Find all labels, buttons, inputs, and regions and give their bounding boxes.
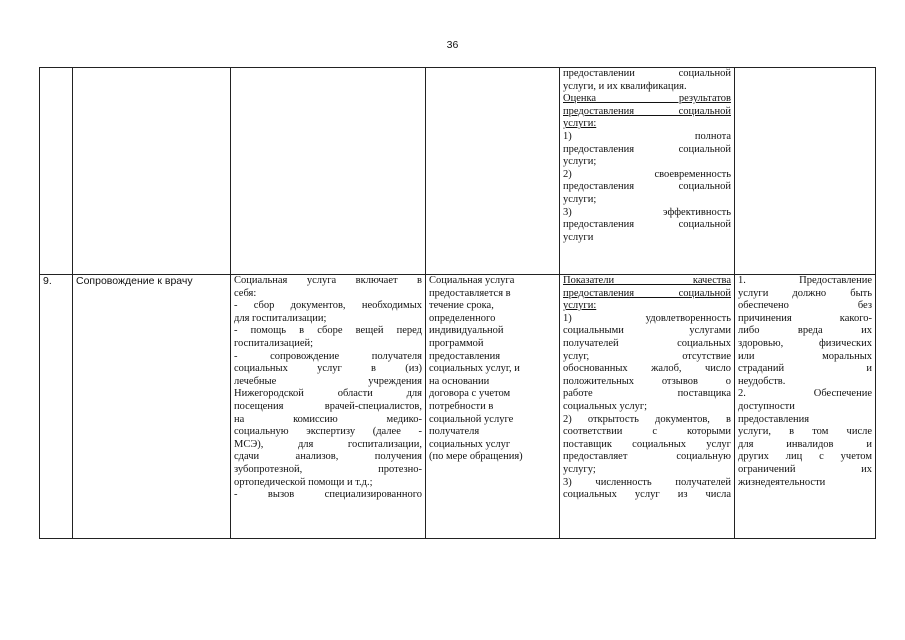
cell-text-line: жизнедеятельности <box>738 476 826 488</box>
cell-text-line: или моральных <box>738 350 872 362</box>
cell-text-line: 2) открытость документов, в <box>563 413 731 425</box>
cell-text-line: Нижегородской области для <box>234 388 422 400</box>
cell-text-line: предоставляется в <box>429 287 511 299</box>
cell-text-line: здоровью, физических <box>738 337 872 349</box>
cell-text-line: Показатели качества <box>563 275 731 286</box>
cell-text-line: Оценка результатов <box>563 93 731 105</box>
cell-text-line: других лиц с учетом <box>738 451 872 463</box>
cell-text-line: положительных отзывов о <box>563 375 731 387</box>
service-conditions-cell <box>735 68 876 275</box>
cell-text-line: течение срока, <box>429 300 494 312</box>
cell-text-line: 1. Предоставление <box>738 275 872 286</box>
cell-text-line: предоставления социальной <box>563 143 731 155</box>
cell-text-line: услуг, отсутствие <box>563 350 731 362</box>
cell-text-line: социальных услуг <box>429 438 511 450</box>
table-row <box>40 275 876 539</box>
cell-text-line: 2. Обеспечение <box>738 388 872 400</box>
cell-text-line: социальными услугами <box>563 325 731 337</box>
service-conditions-cell <box>735 275 876 539</box>
quality-indicators-cell <box>560 275 735 539</box>
cell-text-line: для инвалидов и <box>738 438 872 450</box>
cell-text-line: потребности в <box>429 400 494 412</box>
cell-text-line: себя: <box>234 287 257 299</box>
cell-text-line: услуги, и их квалификация. <box>563 80 687 92</box>
cell-text-line: соответствии с которыми <box>563 426 731 438</box>
service-term-cell <box>426 68 560 275</box>
cell-text-line: МСЭ), для госпитализации, <box>234 438 422 450</box>
cell-text-line: на комиссию медико- <box>234 413 422 425</box>
cell-text-line: работе поставщика <box>563 388 731 400</box>
table-row <box>40 68 876 275</box>
cell-text-line: зубопротезной, протезно- <box>234 463 422 475</box>
cell-text-line: услуги; <box>563 156 597 168</box>
cell-text-line: 1) удовлетворенность <box>563 312 731 324</box>
page-number: 36 <box>446 39 459 51</box>
cell-text-line: для госпитализации; <box>234 312 327 324</box>
service-description-cell <box>231 275 426 539</box>
cell-text-line: предоставления социальной <box>563 181 731 193</box>
row-number-cell: 9. <box>40 275 73 539</box>
row-number-cell <box>40 68 73 275</box>
cell-text-line: услуги <box>563 231 594 243</box>
cell-text-line: страданий и <box>738 363 872 375</box>
cell-text-line: Социальная услуга <box>429 275 515 286</box>
cell-text-line: социальных услуг, и <box>429 363 520 375</box>
cell-text-line: посещения врачей-специалистов, <box>234 400 422 412</box>
cell-text-line: поставщик социальных услуг <box>563 438 731 450</box>
cell-text-line: лечебные учреждения <box>234 375 422 387</box>
cell-text-line: предоставления <box>429 350 501 362</box>
cell-text-line: предоставления социальной <box>563 219 731 231</box>
cell-text-line: - помощь в сборе вещей перед <box>234 325 422 337</box>
cell-text-line: предоставления <box>738 413 810 425</box>
cell-text-line: доступности <box>738 400 795 412</box>
cell-text-line: договора с учетом <box>429 388 511 400</box>
quality-indicators-cell <box>560 68 735 275</box>
cell-text-line: предоставления социальной <box>563 105 731 117</box>
cell-text-line: предоставлении социальной <box>563 68 731 79</box>
cell-text-line: - вызов специализированного <box>234 489 422 501</box>
cell-text-line: - сопровождение получателя <box>234 350 422 362</box>
cell-text-line: либо вреда их <box>738 325 872 337</box>
cell-text-line: услуги; <box>563 193 597 205</box>
cell-text-line: социальных услуг из числа <box>563 489 731 501</box>
cell-text-line: 2) своевременность <box>563 168 731 180</box>
cell-text-line: неудобств. <box>738 375 786 387</box>
cell-text-line: ограничений их <box>738 463 872 475</box>
cell-text-line: (по мере обращения) <box>429 451 523 463</box>
cell-text-line: 3) численность получателей <box>563 476 731 488</box>
cell-text-line: предоставляет социальную <box>563 451 731 463</box>
service-description-cell <box>231 68 426 275</box>
cell-text-line: 3) эффективность <box>563 206 731 218</box>
cell-text-line: социальных услуг в (из) <box>234 363 422 375</box>
cell-text-line: ортопедической помощи и т.д.; <box>234 476 373 488</box>
cell-text-line: причинения какого- <box>738 312 872 324</box>
cell-text-line: услуги, в том числе <box>738 426 872 438</box>
cell-text-line: предоставления социальной <box>563 287 731 299</box>
cell-text-line: - сбор документов, необходимых <box>234 300 422 312</box>
cell-text-line: получателя <box>429 426 480 438</box>
cell-text-line: услуги должно быть <box>738 287 872 299</box>
cell-text-line: определенного <box>429 312 496 324</box>
cell-text-line: 1) полнота <box>563 130 731 142</box>
cell-text-line: на основании <box>429 375 490 387</box>
cell-text-line: социальной услуге <box>429 413 514 425</box>
cell-text-line: обоснованных жалоб, число <box>563 363 731 375</box>
cell-text-line: услугу; <box>563 463 596 475</box>
cell-text-line: обеспечено без <box>738 300 872 312</box>
cell-text-line: программой <box>429 337 484 349</box>
cell-text-line: получателей социальных <box>563 337 731 349</box>
service-name-cell: Сопровождение к врачу <box>73 275 231 539</box>
services-table <box>39 67 876 539</box>
cell-text-line: сдачи анализов, получения <box>234 451 422 463</box>
cell-text-line: социальную экспертизу (далее - <box>234 426 422 438</box>
cell-text-line: услуги: <box>563 118 597 130</box>
cell-text-line: индивидуальной <box>429 325 504 337</box>
service-term-cell <box>426 275 560 539</box>
cell-text-line: услуги: <box>563 300 597 312</box>
cell-text-line: Социальная услуга включает в <box>234 275 422 286</box>
cell-text-line: социальных услуг; <box>563 400 648 412</box>
cell-text-line: госпитализацией; <box>234 337 314 349</box>
service-name-cell <box>73 68 231 275</box>
